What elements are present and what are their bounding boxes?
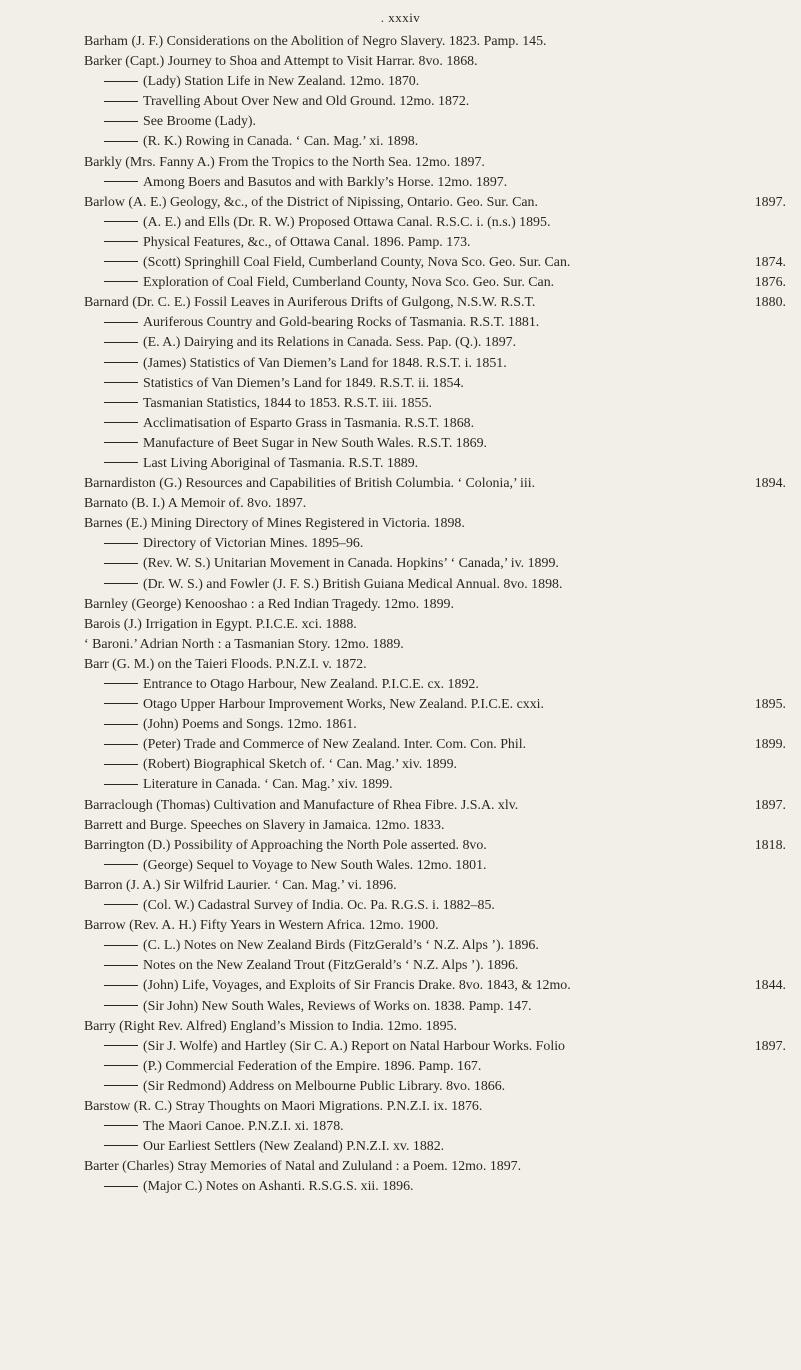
- entry-text: [84, 193, 538, 213]
- ditto-dash: [104, 261, 138, 262]
- entry-title: Notes on the New Zealand Trout (FitzGerald’s ‘ N.Z. Alps ’). 1896.: [143, 958, 519, 974]
- entry-title: (C. L.) Notes on New Zealand Birds (FitzGerald’s ‘ N.Z. Alps ’). 1896.: [143, 938, 539, 954]
- entry-text: [104, 755, 457, 775]
- entry-year: 1899.: [754, 737, 786, 753]
- entry-title: Barstow (R. C.) Stray Thoughts on Maori Migrations. P.N.Z.I. ix. 1876.: [84, 1098, 483, 1114]
- ditto-dash: [104, 703, 138, 704]
- ditto-dash: [104, 985, 138, 986]
- entry-text: [104, 1177, 414, 1197]
- entry-text: [84, 514, 465, 534]
- entry-title: Barois (J.) Irrigation in Egypt. P.I.C.E. xci. 1888.: [84, 616, 357, 632]
- entry-title: Barnard (Dr. C. E.) Fossil Leaves in Auriferous Drifts of Gulgong, N.S.W. R.S.T.: [84, 295, 536, 311]
- entry-title: Exploration of Coal Field, Cumberland County, Nova Sco. Geo. Sur. Can.: [143, 275, 555, 291]
- entry-title: (Peter) Trade and Commerce of New Zealand. Inter. Com. Con. Phil.: [143, 737, 527, 753]
- entry-title: Entrance to Otago Harbour, New Zealand. P.I.C.E. cx. 1892.: [143, 677, 479, 692]
- entry-title: (Sir J. Wolfe) and Hartley (Sir C. A.) Report on Natal Harbour Works. Folio: [143, 1038, 566, 1054]
- entry-title: Auriferous Country and Gold-bearing Rocks of Tasmania. R.S.T. 1881.: [143, 315, 540, 331]
- entry-year: 1874.: [754, 255, 786, 271]
- entry-title: Barham (J. F.) Considerations on the Abolition of Negro Slavery. 1823. Pamp. 145.: [84, 34, 547, 49]
- bibliography-entry: [84, 715, 786, 735]
- bibliography-entry: [84, 354, 786, 374]
- ditto-dash: [104, 683, 138, 684]
- entry-title: Directory of Victorian Mines. 1895–96.: [143, 536, 364, 552]
- ditto-dash: [104, 101, 138, 102]
- ditto-dash: [104, 81, 138, 82]
- entry-text: [84, 153, 485, 173]
- bibliography-entry: [84, 1057, 786, 1077]
- entry-year: 1897.: [754, 194, 786, 210]
- entry-text: [84, 32, 547, 52]
- entry-text: [84, 796, 518, 816]
- ditto-dash: [104, 141, 138, 142]
- entry-title: (E. A.) Dairying and its Relations in Canada. Sess. Pap. (Q.). 1897.: [143, 335, 517, 351]
- bibliography-entry: [84, 1177, 786, 1197]
- entry-text: [104, 233, 471, 253]
- entry-text: [104, 1077, 505, 1097]
- bibliography-entry: [84, 796, 786, 816]
- entry-text: [104, 354, 507, 374]
- bibliography-entry: [84, 273, 786, 293]
- ditto-dash: [104, 241, 138, 242]
- ditto-dash: [104, 583, 138, 584]
- page-number-text: xxxiv: [388, 10, 421, 25]
- bibliography-entry: [84, 374, 786, 394]
- bibliography-entry: [84, 775, 786, 795]
- ditto-dash: [104, 362, 138, 363]
- entry-text: [84, 52, 478, 72]
- bibliography-entry: [84, 92, 786, 112]
- entry-text: [104, 1057, 481, 1077]
- entry-text: [84, 635, 404, 655]
- bibliography-entry: [84, 32, 786, 52]
- entry-title: Our Earliest Settlers (New Zealand) P.N.Z.I. xv. 1882.: [143, 1139, 445, 1155]
- entry-text: [104, 132, 418, 152]
- entry-text: [104, 976, 571, 996]
- ditto-dash: [104, 462, 138, 463]
- entry-title: Literature in Canada. ‘ Can. Mag.’ xiv. 1899.: [143, 777, 393, 793]
- entry-text: [104, 394, 432, 414]
- bibliography-entry: [84, 233, 786, 253]
- ditto-dash: [104, 221, 138, 222]
- bibliography-entry: [84, 976, 786, 996]
- entry-text: [104, 333, 516, 353]
- entry-title: (Rev. W. S.) Unitarian Movement in Canada. Hopkins’ ‘ Canada,’ iv. 1899.: [143, 556, 559, 572]
- entry-text: [104, 434, 487, 454]
- bibliography-entry: [84, 52, 786, 72]
- bibliography-entry: [84, 876, 786, 896]
- bibliography-entry: [84, 856, 786, 876]
- entry-text: [104, 695, 544, 715]
- bibliography-entry: [84, 1097, 786, 1117]
- bibliography-entry: [84, 514, 786, 534]
- ditto-dash: [104, 181, 138, 182]
- bibliography-entry: [84, 434, 786, 454]
- entry-title: Barkly (Mrs. Fanny A.) From the Tropics to the North Sea. 12mo. 1897.: [84, 154, 485, 170]
- bibliography-entry: [84, 1157, 786, 1177]
- ditto-dash: [104, 1005, 138, 1006]
- ditto-dash: [104, 402, 138, 403]
- entry-text: [104, 253, 570, 273]
- entry-title: (George) Sequel to Voyage to New South Wales. 12mo. 1801.: [143, 857, 487, 873]
- bibliography-entry: [84, 1117, 786, 1137]
- bibliography-entry: [84, 112, 786, 132]
- bibliography-entry: [84, 554, 786, 574]
- entry-text: [104, 675, 479, 695]
- entry-text: [104, 92, 469, 112]
- entry-text: [84, 816, 444, 836]
- entry-text: [104, 1117, 344, 1137]
- ditto-dash: [104, 744, 138, 745]
- entry-title: (John) Poems and Songs. 12mo. 1861.: [143, 717, 357, 733]
- entry-text: [104, 1137, 444, 1157]
- entry-title: Barron (J. A.) Sir Wilfrid Laurier. ‘ Can. Mag.’ vi. 1896.: [84, 877, 397, 893]
- ditto-dash: [104, 322, 138, 323]
- ditto-dash: [104, 724, 138, 725]
- bibliography-entry: [84, 394, 786, 414]
- entry-title: Barnato (B. I.) A Memoir of. 8vo. 1897.: [84, 496, 307, 512]
- bibliography-entry: [84, 816, 786, 836]
- entry-text: [104, 575, 562, 595]
- bibliography-entry: [84, 173, 786, 193]
- entry-text: [104, 735, 526, 755]
- entry-text: [104, 554, 559, 574]
- bibliography-entry: [84, 534, 786, 554]
- entry-title: (Sir John) New South Wales, Reviews of Works on. 1838. Pamp. 147.: [143, 998, 532, 1014]
- entry-title: Barker (Capt.) Journey to Shoa and Attempt to Visit Harrar. 8vo. 1868.: [84, 54, 478, 70]
- bibliography-entry: [84, 615, 786, 635]
- bibliography-entry: [84, 72, 786, 92]
- bibliography-entry: [84, 414, 786, 434]
- entry-text: [104, 112, 256, 132]
- ditto-dash: [104, 442, 138, 443]
- entry-year: 1818.: [754, 837, 786, 853]
- entry-year: 1880.: [754, 295, 786, 311]
- entry-title: Among Boers and Basutos and with Barkly’s Horse. 12mo. 1897.: [143, 174, 508, 190]
- entry-title: Barlow (A. E.) Geology, &c., of the District of Nipissing, Ontario. Geo. Sur. Can.: [84, 194, 538, 210]
- bibliography-entry: [84, 735, 786, 755]
- bibliography-entry: [84, 997, 786, 1017]
- ditto-dash: [104, 864, 138, 865]
- entry-title: Acclimatisation of Esparto Grass in Tasmania. R.S.T. 1868.: [143, 415, 475, 431]
- ditto-dash: [104, 1125, 138, 1126]
- entry-title: Barr (G. M.) on the Taieri Floods. P.N.Z.I. v. 1872.: [84, 656, 367, 672]
- entry-title: See Broome (Lady).: [143, 114, 257, 130]
- entry-title: (Sir Redmond) Address on Melbourne Public Library. 8vo. 1866.: [143, 1078, 506, 1094]
- entry-title: (R. K.) Rowing in Canada. ‘ Can. Mag.’ xi. 1898.: [143, 134, 419, 150]
- entry-title: Barnardiston (G.) Resources and Capabilities of British Columbia. ‘ Colonia,’ iii.: [84, 476, 536, 492]
- entry-text: [84, 615, 357, 635]
- entry-title: Barnes (E.) Mining Directory of Mines Registered in Victoria. 1898.: [84, 516, 465, 532]
- entry-text: [104, 997, 531, 1017]
- entry-year: 1844.: [754, 978, 786, 994]
- entry-title: (P.) Commercial Federation of the Empire. 1896. Pamp. 167.: [143, 1058, 482, 1074]
- entry-title: Barrington (D.) Possibility of Approaching the North Pole asserted. 8vo.: [84, 837, 487, 853]
- bibliography-entry: [84, 213, 786, 233]
- bibliography-entry: [84, 836, 786, 856]
- bibliography-entry: [84, 293, 786, 313]
- bibliography-entry: [84, 595, 786, 615]
- bibliography-entry: [84, 655, 786, 675]
- entry-year: 1894.: [754, 476, 786, 492]
- bibliography-entry: [84, 575, 786, 595]
- entry-title: (Dr. W. S.) and Fowler (J. F. S.) British Guiana Medical Annual. 8vo. 1898.: [143, 576, 563, 592]
- entry-title: Barter (Charles) Stray Memories of Natal and Zululand : a Poem. 12mo. 1897.: [84, 1159, 522, 1175]
- entry-title: Last Living Aboriginal of Tasmania. R.S.T. 1889.: [143, 455, 419, 471]
- entry-text: [104, 715, 357, 735]
- ditto-dash: [104, 1045, 138, 1046]
- entry-text: [84, 655, 367, 675]
- entry-text: [84, 1097, 482, 1117]
- entry-title: Barry (Right Rev. Alfred) England’s Mission to India. 12mo. 1895.: [84, 1018, 457, 1034]
- entry-text: [84, 876, 397, 896]
- entry-title: (Col. W.) Cadastral Survey of India. Oc. Pa. R.G.S. i. 1882–85.: [143, 898, 495, 914]
- entry-text: [104, 956, 518, 976]
- ditto-dash: [104, 945, 138, 946]
- bibliography-entry: [84, 333, 786, 353]
- entry-year: 1897.: [754, 797, 786, 813]
- ditto-dash: [104, 1186, 138, 1187]
- bibliography-entry: [84, 695, 786, 715]
- entry-title: (Scott) Springhill Coal Field, Cumberland County, Nova Sco. Geo. Sur. Can.: [143, 255, 571, 271]
- ditto-dash: [104, 904, 138, 905]
- bibliography-entry: [84, 494, 786, 514]
- bibliography-entry: [84, 153, 786, 173]
- ditto-dash: [104, 764, 138, 765]
- entry-text: [104, 213, 550, 233]
- bibliography-entry: [84, 896, 786, 916]
- bibliography-entry: [84, 1137, 786, 1157]
- ditto-dash: [104, 563, 138, 564]
- entry-title: (A. E.) and Ells (Dr. R. W.) Proposed Ottawa Canal. R.S.C. i. (n.s.) 1895.: [143, 214, 551, 230]
- bibliography-entry: [84, 936, 786, 956]
- bibliography-entry: [84, 916, 786, 936]
- entry-text: [104, 936, 539, 956]
- bibliography-list: [84, 32, 786, 1197]
- entry-title: The Maori Canoe. P.N.Z.I. xi. 1878.: [143, 1119, 344, 1135]
- entry-title: (John) Life, Voyages, and Exploits of Sir Francis Drake. 8vo. 1843, & 12mo.: [143, 978, 571, 994]
- entry-year: 1876.: [754, 275, 786, 291]
- entry-text: [84, 494, 306, 514]
- ditto-dash: [104, 543, 138, 544]
- entry-title: ‘ Baroni.’ Adrian North : a Tasmanian Story. 12mo. 1889.: [84, 636, 404, 652]
- bibliography-entry: [84, 454, 786, 474]
- entry-year: 1897.: [754, 1038, 786, 1054]
- entry-text: [104, 896, 495, 916]
- entry-text: [84, 836, 487, 856]
- entry-text: [104, 414, 474, 434]
- entry-title: Barrett and Burge. Speeches on Slavery in Jamaica. 12mo. 1833.: [84, 817, 445, 833]
- ditto-dash: [104, 784, 138, 785]
- entry-text: [84, 595, 454, 615]
- bibliography-entry: [84, 253, 786, 273]
- ditto-dash: [104, 965, 138, 966]
- entry-title: Barrow (Rev. A. H.) Fifty Years in Western Africa. 12mo. 1900.: [84, 918, 439, 934]
- entry-text: [84, 293, 535, 313]
- bibliography-entry: [84, 474, 786, 494]
- entry-text: [104, 856, 487, 876]
- entry-title: (Lady) Station Life in New Zealand. 12mo. 1870.: [143, 74, 420, 90]
- entry-text: [84, 474, 535, 494]
- bibliography-entry: [84, 132, 786, 152]
- entry-text: [104, 775, 393, 795]
- ditto-dash: [104, 342, 138, 343]
- ditto-dash: [104, 382, 138, 383]
- entry-text: [84, 1017, 457, 1037]
- ditto-dash: [104, 281, 138, 282]
- entry-title: Manufacture of Beet Sugar in New South Wales. R.S.T. 1869.: [143, 435, 488, 451]
- entry-title: Physical Features, &c., of Ottawa Canal. 1896. Pamp. 173.: [143, 234, 471, 250]
- entry-text: [104, 374, 464, 394]
- bibliography-entry: [84, 675, 786, 695]
- entry-title: Barraclough (Thomas) Cultivation and Manufacture of Rhea Fibre. J.S.A. xlv.: [84, 797, 519, 813]
- ditto-dash: [104, 1065, 138, 1066]
- entry-text: [104, 534, 363, 554]
- entry-title: Statistics of Van Diemen’s Land for 1849. R.S.T. ii. 1854.: [143, 375, 464, 391]
- bibliography-entry: [84, 1037, 786, 1057]
- bibliography-entry: [84, 313, 786, 333]
- bibliography-entry: [84, 755, 786, 775]
- entry-title: (James) Statistics of Van Diemen’s Land for 1848. R.S.T. i. 1851.: [143, 355, 507, 371]
- entry-text: [104, 1037, 565, 1057]
- entry-text: [84, 1157, 521, 1177]
- entry-text: [104, 273, 554, 293]
- entry-title: Travelling About Over New and Old Ground. 12mo. 1872.: [143, 94, 470, 110]
- entry-title: (Robert) Biographical Sketch of. ‘ Can. Mag.’ xiv. 1899.: [143, 757, 458, 773]
- entry-title: Barnley (George) Kenooshao : a Red Indian Tragedy. 12mo. 1899.: [84, 596, 454, 612]
- ditto-dash: [104, 422, 138, 423]
- bibliography-entry: [84, 1077, 786, 1097]
- entry-text: [104, 313, 539, 333]
- bibliography-entry: [84, 1017, 786, 1037]
- bibliography-entry: [84, 956, 786, 976]
- entry-text: [104, 72, 419, 92]
- bibliography-entry: [84, 635, 786, 655]
- entry-text: [104, 173, 507, 193]
- ditto-dash: [104, 1145, 138, 1146]
- entry-text: [84, 916, 439, 936]
- ditto-dash: [104, 121, 138, 122]
- entry-year: 1895.: [754, 697, 786, 713]
- entry-title: (Major C.) Notes on Ashanti. R.S.G.S. xii. 1896.: [143, 1179, 414, 1195]
- page-number: . xxxiv: [380, 10, 421, 25]
- entry-title: Otago Upper Harbour Improvement Works, New Zealand. P.I.C.E. cxxi.: [143, 697, 544, 713]
- ditto-dash: [104, 1085, 138, 1086]
- entry-text: [104, 454, 418, 474]
- entry-title: Tasmanian Statistics, 1844 to 1853. R.S.T. iii. 1855.: [143, 395, 432, 411]
- bibliography-entry: [84, 193, 786, 213]
